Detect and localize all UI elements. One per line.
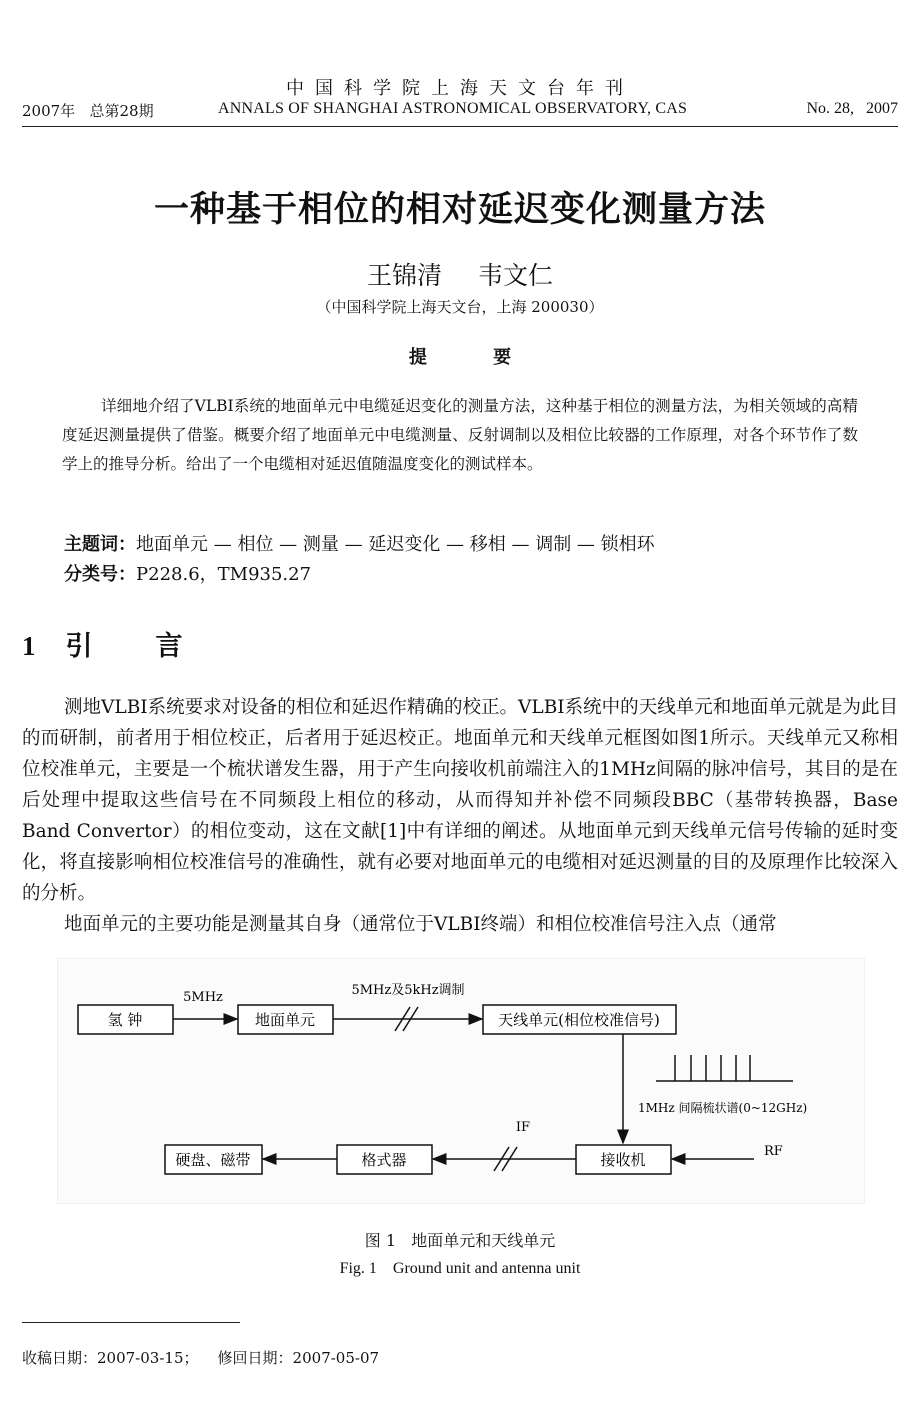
affiliation: （中国科学院上海天文台，上海 200030） — [316, 298, 604, 316]
box-ground-unit-label: 地面单元 — [254, 1011, 316, 1029]
footnote-rule — [22, 1322, 240, 1323]
classification-text: P228.6，TM935.27 — [136, 564, 312, 585]
keywords-line — [64, 530, 864, 560]
keywords-block — [64, 530, 864, 590]
abstract-heading-a: 提 — [408, 347, 427, 368]
box-storage-label: 硬盘、磁带 — [175, 1151, 251, 1169]
box-receiver-label: 接收机 — [600, 1151, 646, 1169]
section-number: 1 — [22, 631, 36, 661]
keywords-text: 地面单元 — 相位 — 测量 — 延迟变化 — 移相 — 调制 — 锁相环 — [136, 534, 655, 555]
keywords-label: 主题词： — [64, 534, 136, 555]
block-diagram-svg — [58, 959, 864, 1203]
label-rf: RF — [764, 1144, 783, 1159]
author-1: 王锦清 — [367, 261, 443, 290]
paragraph-2: 地面单元的主要功能是测量其自身（通常位于VLBI终端）和相位校准信号注入点（通常 — [64, 914, 777, 935]
figure-caption-en: Fig. 1 Ground unit and antenna unit — [339, 1260, 581, 1277]
body-text — [22, 692, 898, 940]
comb-spectrum-icon — [656, 1055, 793, 1081]
header-rule — [22, 126, 898, 127]
box-antenna-unit-label: 天线单元(相位校准信号) — [498, 1011, 660, 1029]
abstract-heading — [0, 343, 920, 369]
journal-name-en: ANNALS OF SHANGHAI ASTRONOMICAL OBSERVATORY, CAS — [218, 100, 688, 117]
issue-info-en: No. 28, 2007 — [806, 100, 898, 117]
box-clock-label: 氢 钟 — [107, 1011, 143, 1029]
authors — [0, 256, 920, 292]
box-formatter-label: 格式器 — [361, 1151, 407, 1169]
label-if: IF — [515, 1120, 531, 1135]
journal-name-cn: 中国科学院上海天文台年刊 — [286, 78, 634, 99]
running-header — [22, 100, 898, 124]
section-heading — [22, 624, 183, 663]
label-comb: 1MHz 间隔梳状谱(0~12GHz) — [638, 1101, 808, 1115]
classification-label: 分类号： — [64, 564, 136, 585]
classification-line — [64, 560, 864, 590]
abstract-text: 详细地介绍了VLBI系统的地面单元中电缆延迟变化的测量方法，这种基于相位的测量方法，为相关领域的高精度延迟测量提供了借鉴。概要介绍了地面单元中电缆测量、反射调制以及相位比较器的工作原理，对各个环节作了数学上的推导分析。给出了一个电缆相对延迟值随温度变化的测试样本。 — [62, 397, 858, 473]
block-diagram — [57, 958, 865, 1204]
figure-caption-cn: 图 1 地面单元和天线单元 — [364, 1231, 556, 1250]
section-title-a: 引 — [65, 631, 93, 662]
author-2: 韦文仁 — [477, 261, 553, 290]
abstract-heading-b: 要 — [493, 347, 512, 368]
label-modulation: 5MHz及5kHz调制 — [351, 983, 465, 998]
issue-info-cn: 2007年 总第28期 — [22, 102, 154, 120]
section-title-b: 言 — [155, 631, 183, 662]
paragraph-1: 测地VLBI系统要求对设备的相位和延迟作精确的校正。VLBI系统中的天线单元和地面单元就是为此目的而研制，前者用于相位校正，后者用于延迟校正。地面单元和天线单元框图如图1所示。天线单元又称相位校准单元，主要是一个梳状谱发生器，用于产生向接收机前端注入的1MHz间隔的脉冲信号，其目的是在后处理中提取这些信号在不同频段上相位的移动，从而得知并补偿不同频段BBC（基带转换器，Base Band Convertor）的相位变动，这在文献[1]中有详细的阐述。从地面单元到天线单元信号传输的延时变化，将直接影响相位校准信号的准确性，就有必要对地面单元的电缆相对延迟测量的目的及原理作比较深入的分析。 — [22, 697, 898, 904]
footnote-dates: 收稿日期：2007-03-15； 修回日期：2007-05-07 — [22, 1349, 380, 1367]
label-5mhz: 5MHz — [183, 990, 223, 1005]
paper-title: 一种基于相位的相对延迟变化测量方法 — [153, 190, 766, 230]
